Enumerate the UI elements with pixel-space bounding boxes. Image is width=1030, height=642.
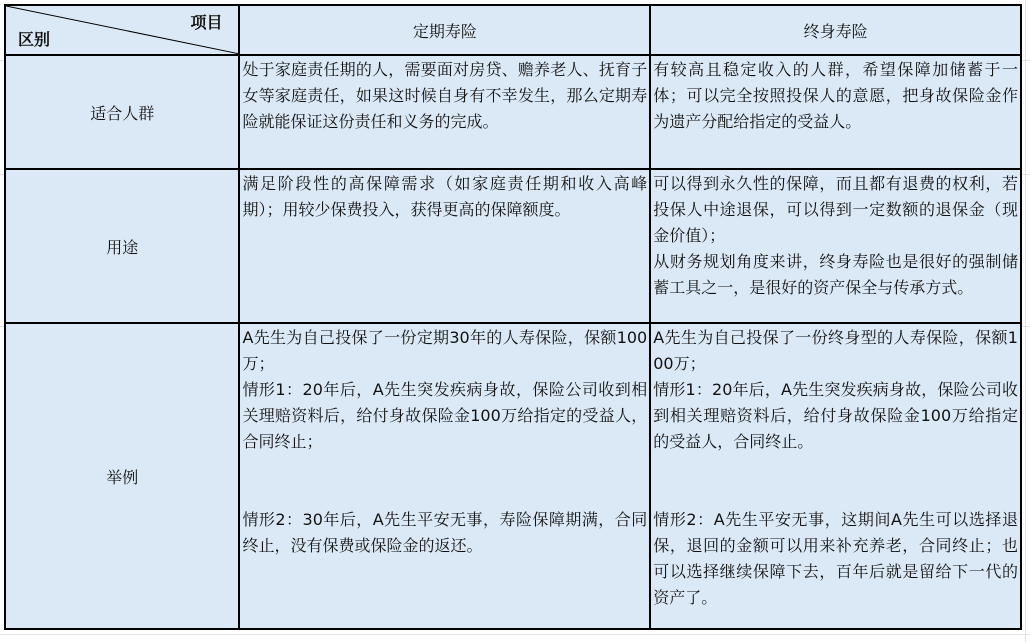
cell-text: A先生为自己投保了一份定期30年的人寿保险，保额100万； 情形1：20年后，A先生突发疾病身故，保险公司收到相关理赔资料后，给付身故保险金100万给指定的受益人，合同终止； 情形2：30年后，A先生平安无事，寿险保障期满，合同终止，没有保费或保险金的返还。 bbox=[242, 328, 648, 555]
cell-text: 可以得到永久性的保障，而且都有退费的权利，若投保人中途退保，可以得到一定数额的退保金（现金价值）； 从财务规划角度来讲，终身寿险也是很好的强制储蓄工具之一，是很好的资产保全与传承方式。 bbox=[653, 174, 1018, 297]
cell-whole-example[interactable] bbox=[650, 323, 1021, 629]
cell-term-example[interactable] bbox=[239, 323, 650, 629]
table-row bbox=[5, 55, 1021, 169]
column-header-term-life[interactable]: 定期寿险 bbox=[239, 5, 650, 55]
row-label-purpose[interactable]: 用途 bbox=[5, 169, 239, 323]
row-label-suitable-people[interactable]: 适合人群 bbox=[5, 55, 239, 169]
corner-label-item: 项目 bbox=[190, 13, 223, 32]
corner-label-difference: 区别 bbox=[18, 30, 51, 49]
cell-whole-suitable-people[interactable] bbox=[650, 55, 1021, 169]
cell-text: 有较高且稳定收入的人群，希望保障加储蓄于一体；可以完全按照投保人的意愿，把身故保险金作为遗产分配给指定的受益人。 bbox=[653, 60, 1018, 131]
cell-term-purpose[interactable] bbox=[239, 169, 650, 323]
row-label-example[interactable]: 举例 bbox=[5, 323, 239, 629]
cell-text: 处于家庭责任期的人，需要面对房贷、赡养老人、抚育子女等家庭责任，如果这时候自身有不幸发生，那么定期寿险就能保证这份责任和义务的完成。 bbox=[242, 60, 648, 131]
grid-line bbox=[0, 634, 1030, 635]
header-row bbox=[5, 5, 1021, 55]
corner-cell[interactable] bbox=[5, 5, 239, 55]
cell-text: 满足阶段性的高保障需求（如家庭责任期和收入高峰期）；用较少保费投入，获得更高的保障额度。 bbox=[242, 174, 648, 219]
column-header-whole-life[interactable]: 终身寿险 bbox=[650, 5, 1021, 55]
cell-whole-purpose[interactable] bbox=[650, 169, 1021, 323]
table-row bbox=[5, 169, 1021, 323]
table-row bbox=[5, 323, 1021, 629]
cell-text: A先生为自己投保了一份终身型的人寿保险，保额100万； 情形1：20年后，A先生突发疾病身故，保险公司收到相关理赔资料后，给付身故保险金100万给指定的受益人，合同终止。 情形2：A先生平安无事，这期间A先生可以选择退保，退回的金额可以用来补充养老，合同终止；也可以选择继续保障下去，百年后就是留给下一代的资产了。 bbox=[653, 328, 1018, 607]
grid-line bbox=[1025, 0, 1026, 642]
comparison-table bbox=[4, 4, 1022, 630]
cell-term-suitable-people[interactable] bbox=[239, 55, 650, 169]
